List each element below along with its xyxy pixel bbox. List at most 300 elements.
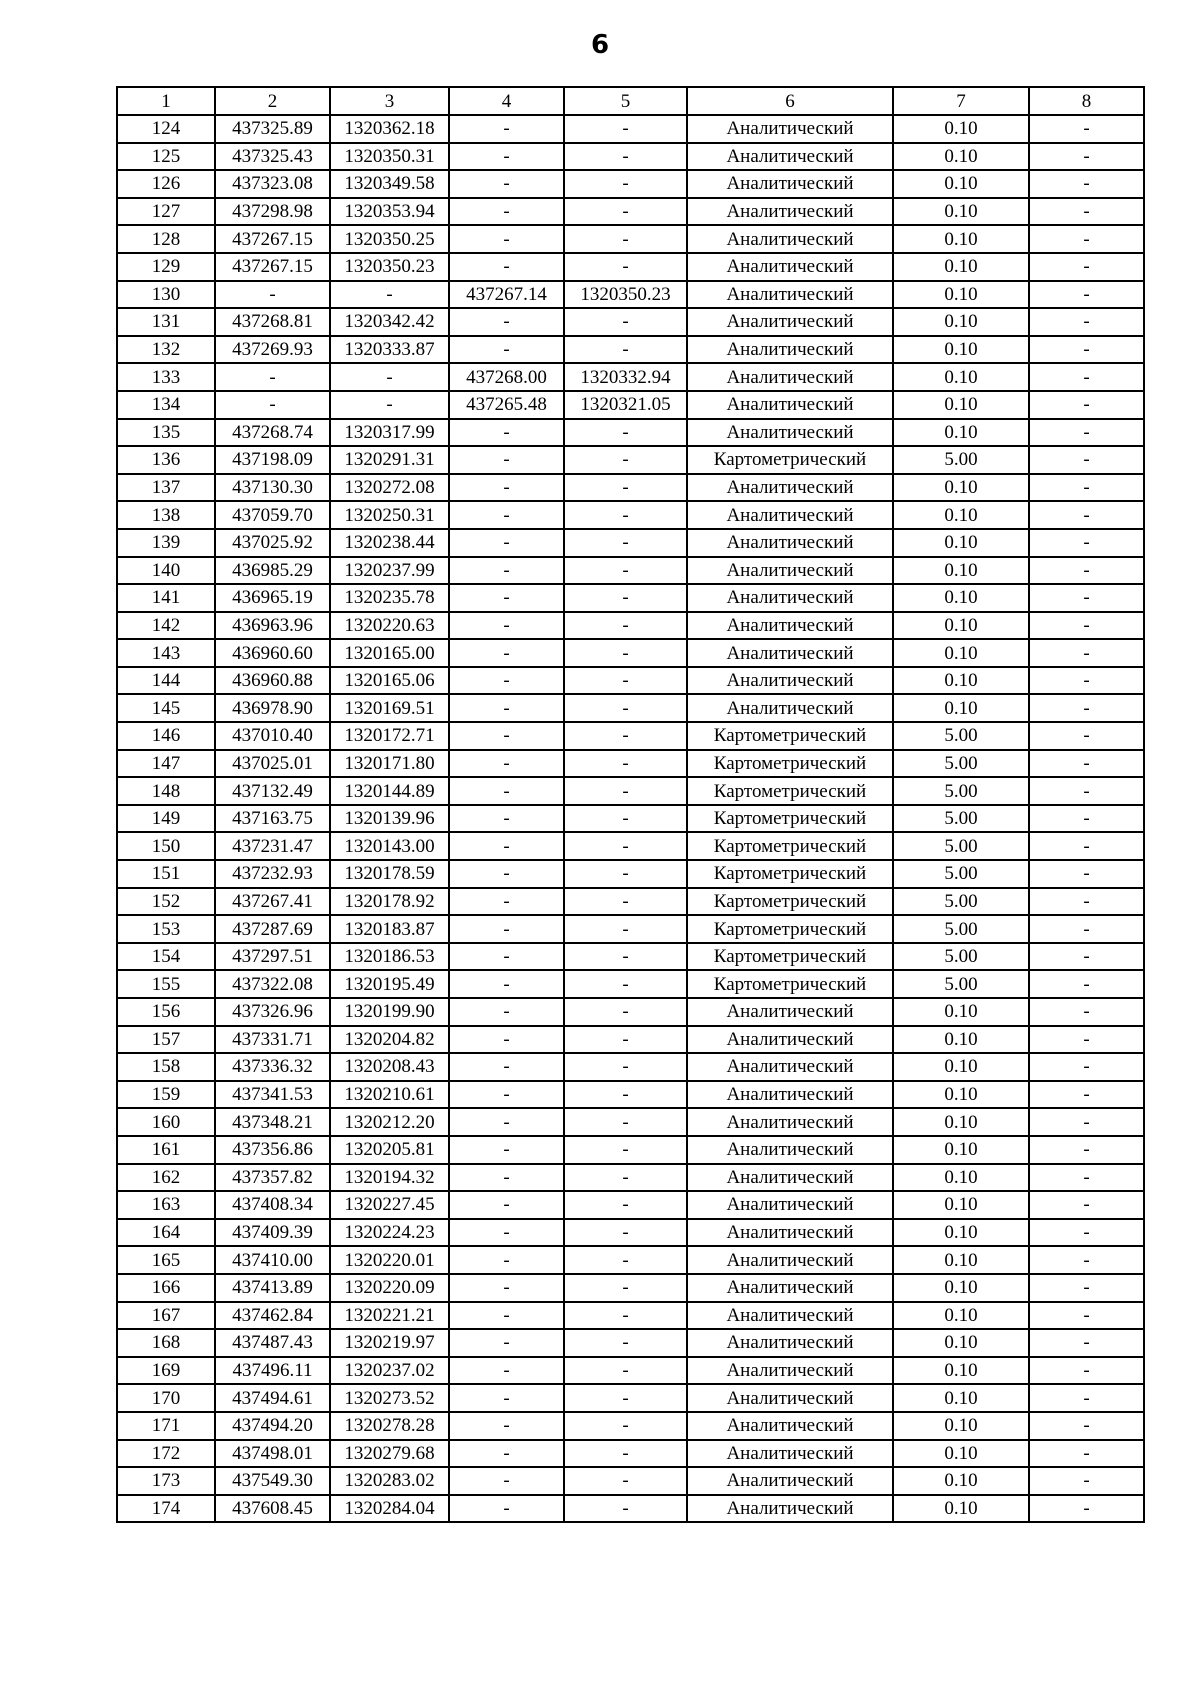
cell-coord-y: 1320279.68 [330, 1440, 449, 1468]
cell-coord-x: 437549.30 [215, 1467, 330, 1495]
cell-coord-x: 437198.09 [215, 446, 330, 474]
table-row [117, 225, 1144, 253]
cell-point-number: 155 [117, 970, 215, 998]
cell-coord-x-alt: - [449, 805, 564, 833]
cell-coord-x-alt: - [449, 612, 564, 640]
cell-coord-x-alt: - [449, 1467, 564, 1495]
cell-method: Аналитический [687, 1246, 893, 1274]
cell-coord-y: 1320284.04 [330, 1495, 449, 1523]
cell-method: Аналитический [687, 474, 893, 502]
cell-coord-x: 437323.08 [215, 170, 330, 198]
cell-point-number: 144 [117, 667, 215, 695]
cell-method: Аналитический [687, 1164, 893, 1192]
cell-coord-y: 1320227.45 [330, 1191, 449, 1219]
cell-method: Аналитический [687, 253, 893, 281]
cell-accuracy: 0.10 [893, 612, 1029, 640]
table-row [117, 888, 1144, 916]
cell-point-number: 151 [117, 860, 215, 888]
cell-coord-y: 1320272.08 [330, 474, 449, 502]
cell-coord-x: - [215, 281, 330, 309]
table-row [117, 170, 1144, 198]
cell-point-number: 148 [117, 777, 215, 805]
table-row [117, 1274, 1144, 1302]
cell-coord-y: 1320195.49 [330, 970, 449, 998]
cell-accuracy: 0.10 [893, 1467, 1029, 1495]
cell-coord-x: 437496.11 [215, 1357, 330, 1385]
cell-coord-y-alt: - [564, 446, 687, 474]
cell-coord-y: 1320350.23 [330, 253, 449, 281]
cell-coord-x: 436960.60 [215, 639, 330, 667]
cell-coord-y-alt: - [564, 336, 687, 364]
cell-coord-y-alt: - [564, 419, 687, 447]
cell-coord-x-alt: 437265.48 [449, 391, 564, 419]
cell-coord-y: 1320144.89 [330, 777, 449, 805]
cell-coord-x-alt: - [449, 777, 564, 805]
cell-point-number: 136 [117, 446, 215, 474]
cell-coord-y: - [330, 363, 449, 391]
cell-coord-y-alt: - [564, 1191, 687, 1219]
cell-coord-x: 437357.82 [215, 1164, 330, 1192]
cell-coord-y: 1320237.02 [330, 1357, 449, 1385]
cell-accuracy: 0.10 [893, 1026, 1029, 1054]
cell-point-number: 125 [117, 143, 215, 171]
cell-coord-x: 436978.90 [215, 694, 330, 722]
cell-accuracy: 0.10 [893, 1274, 1029, 1302]
cell-method: Аналитический [687, 667, 893, 695]
table-row [117, 1081, 1144, 1109]
cell-coord-x: 437331.71 [215, 1026, 330, 1054]
table-row [117, 1357, 1144, 1385]
cell-coord-y-alt: - [564, 198, 687, 226]
cell-coord-x-alt: - [449, 1026, 564, 1054]
cell-coord-x: 437287.69 [215, 915, 330, 943]
cell-point-number: 137 [117, 474, 215, 502]
table-row [117, 253, 1144, 281]
cell-coord-x-alt: - [449, 446, 564, 474]
cell-coord-y-alt: - [564, 1246, 687, 1274]
table-row [117, 584, 1144, 612]
cell-coord-y-alt: - [564, 1329, 687, 1357]
table-row [117, 1302, 1144, 1330]
cell-coord-x-alt: - [449, 1302, 564, 1330]
cell-accuracy: 0.10 [893, 170, 1029, 198]
cell-point-number: 134 [117, 391, 215, 419]
cell-accuracy: 0.10 [893, 419, 1029, 447]
cell-coord-y-alt: - [564, 750, 687, 778]
cell-method: Аналитический [687, 336, 893, 364]
cell-coord-x-alt: - [449, 1246, 564, 1274]
cell-point-number: 173 [117, 1467, 215, 1495]
cell-method: Картометрический [687, 722, 893, 750]
cell-point-number: 140 [117, 557, 215, 585]
cell-coord-x: 437132.49 [215, 777, 330, 805]
cell-point-number: 143 [117, 639, 215, 667]
table-row [117, 1384, 1144, 1412]
cell-coord-x-alt: - [449, 1329, 564, 1357]
cell-coord-x-alt: - [449, 143, 564, 171]
cell-method: Аналитический [687, 1136, 893, 1164]
cell-method: Аналитический [687, 1412, 893, 1440]
cell-point-number: 172 [117, 1440, 215, 1468]
cell-method: Аналитический [687, 1053, 893, 1081]
cell-coord-x-alt: - [449, 198, 564, 226]
table-row [117, 1467, 1144, 1495]
cell-coord-y-alt: - [564, 1467, 687, 1495]
cell-method: Картометрический [687, 888, 893, 916]
cell-point-number: 131 [117, 308, 215, 336]
cell-method: Аналитический [687, 1467, 893, 1495]
cell-point-number: 130 [117, 281, 215, 309]
cell-coord-x-alt: - [449, 667, 564, 695]
cell-coord-y-alt: - [564, 115, 687, 143]
cell-accuracy: 0.10 [893, 1302, 1029, 1330]
cell-point-number: 127 [117, 198, 215, 226]
column-header-8: 8 [1029, 87, 1144, 115]
cell-coord-y-alt: - [564, 694, 687, 722]
cell-note: - [1029, 805, 1144, 833]
cell-coord-y: 1320171.80 [330, 750, 449, 778]
cell-coord-y: 1320220.09 [330, 1274, 449, 1302]
cell-accuracy: 0.10 [893, 639, 1029, 667]
cell-coord-y: 1320165.00 [330, 639, 449, 667]
cell-coord-y: 1320221.21 [330, 1302, 449, 1330]
cell-point-number: 170 [117, 1384, 215, 1412]
cell-point-number: 161 [117, 1136, 215, 1164]
table-row [117, 143, 1144, 171]
cell-point-number: 152 [117, 888, 215, 916]
table-row [117, 970, 1144, 998]
table-row [117, 943, 1144, 971]
cell-accuracy: 0.10 [893, 1136, 1029, 1164]
cell-note: - [1029, 639, 1144, 667]
cell-coord-y: 1320220.63 [330, 612, 449, 640]
cell-note: - [1029, 308, 1144, 336]
table-row [117, 281, 1144, 309]
page-number: 6 [590, 30, 610, 60]
table-row [117, 336, 1144, 364]
cell-point-number: 133 [117, 363, 215, 391]
cell-coord-x: 437267.15 [215, 253, 330, 281]
cell-coord-x: 437130.30 [215, 474, 330, 502]
cell-accuracy: 0.10 [893, 281, 1029, 309]
cell-point-number: 141 [117, 584, 215, 612]
cell-note: - [1029, 1495, 1144, 1523]
table-row [117, 198, 1144, 226]
cell-coord-y-alt: - [564, 667, 687, 695]
cell-coord-x-alt: - [449, 1164, 564, 1192]
cell-note: - [1029, 170, 1144, 198]
cell-accuracy: 5.00 [893, 722, 1029, 750]
table-row [117, 832, 1144, 860]
table-row [117, 419, 1144, 447]
cell-point-number: 162 [117, 1164, 215, 1192]
cell-coord-y-alt: - [564, 1053, 687, 1081]
cell-note: - [1029, 115, 1144, 143]
cell-coord-x: 436963.96 [215, 612, 330, 640]
cell-note: - [1029, 584, 1144, 612]
cell-coord-x: - [215, 363, 330, 391]
cell-coord-x-alt: 437268.00 [449, 363, 564, 391]
cell-coord-x: 437356.86 [215, 1136, 330, 1164]
cell-accuracy: 0.10 [893, 557, 1029, 585]
cell-coord-x-alt: - [449, 832, 564, 860]
cell-coord-x-alt: - [449, 474, 564, 502]
cell-coord-x: 437163.75 [215, 805, 330, 833]
cell-point-number: 154 [117, 943, 215, 971]
cell-note: - [1029, 722, 1144, 750]
cell-accuracy: 0.10 [893, 1053, 1029, 1081]
cell-point-number: 156 [117, 998, 215, 1026]
cell-coord-y-alt: - [564, 1026, 687, 1054]
cell-method: Аналитический [687, 225, 893, 253]
cell-coord-y-alt: - [564, 1108, 687, 1136]
table-header-row [117, 87, 1144, 115]
cell-coord-y-alt: - [564, 1164, 687, 1192]
cell-coord-x: 436960.88 [215, 667, 330, 695]
cell-note: - [1029, 612, 1144, 640]
table-row [117, 612, 1144, 640]
cell-coord-y-alt: - [564, 970, 687, 998]
table-row [117, 391, 1144, 419]
cell-method: Картометрический [687, 805, 893, 833]
cell-coord-y-alt: - [564, 1136, 687, 1164]
cell-coord-x-alt: - [449, 1440, 564, 1468]
cell-coord-x: 437231.47 [215, 832, 330, 860]
cell-method: Картометрический [687, 446, 893, 474]
cell-coord-y: 1320224.23 [330, 1219, 449, 1247]
cell-method: Аналитический [687, 584, 893, 612]
cell-method: Аналитический [687, 1274, 893, 1302]
cell-note: - [1029, 1026, 1144, 1054]
cell-coord-y-alt: - [564, 1274, 687, 1302]
table-row [117, 1219, 1144, 1247]
cell-method: Аналитический [687, 308, 893, 336]
cell-coord-x: 437494.20 [215, 1412, 330, 1440]
cell-point-number: 169 [117, 1357, 215, 1385]
cell-coord-y-alt: - [564, 529, 687, 557]
table-row [117, 1329, 1144, 1357]
cell-accuracy: 5.00 [893, 750, 1029, 778]
cell-coord-x-alt: - [449, 170, 564, 198]
cell-coord-x-alt: - [449, 1219, 564, 1247]
table-row [117, 694, 1144, 722]
cell-coord-y: 1320139.96 [330, 805, 449, 833]
cell-coord-y: 1320205.81 [330, 1136, 449, 1164]
cell-method: Аналитический [687, 115, 893, 143]
cell-coord-y: 1320165.06 [330, 667, 449, 695]
cell-note: - [1029, 501, 1144, 529]
cell-coord-x: 437268.74 [215, 419, 330, 447]
cell-accuracy: 0.10 [893, 1440, 1029, 1468]
cell-coord-x-alt: - [449, 970, 564, 998]
cell-coord-y-alt: - [564, 722, 687, 750]
table-row [117, 860, 1144, 888]
cell-accuracy: 0.10 [893, 198, 1029, 226]
cell-coord-x: 436965.19 [215, 584, 330, 612]
cell-coord-x-alt: - [449, 860, 564, 888]
cell-method: Аналитический [687, 170, 893, 198]
cell-note: - [1029, 529, 1144, 557]
cell-coord-x: 437498.01 [215, 1440, 330, 1468]
cell-method: Картометрический [687, 860, 893, 888]
cell-note: - [1029, 860, 1144, 888]
cell-note: - [1029, 557, 1144, 585]
cell-point-number: 138 [117, 501, 215, 529]
cell-accuracy: 0.10 [893, 363, 1029, 391]
cell-note: - [1029, 1440, 1144, 1468]
cell-point-number: 163 [117, 1191, 215, 1219]
cell-method: Аналитический [687, 557, 893, 585]
cell-accuracy: 0.10 [893, 253, 1029, 281]
cell-coord-x-alt: - [449, 1412, 564, 1440]
cell-coord-x: 437494.61 [215, 1384, 330, 1412]
cell-note: - [1029, 419, 1144, 447]
table-row [117, 805, 1144, 833]
cell-coord-y: 1320143.00 [330, 832, 449, 860]
cell-coord-x: 437336.32 [215, 1053, 330, 1081]
cell-method: Аналитический [687, 501, 893, 529]
cell-point-number: 167 [117, 1302, 215, 1330]
cell-method: Картометрический [687, 915, 893, 943]
cell-note: - [1029, 474, 1144, 502]
cell-point-number: 168 [117, 1329, 215, 1357]
table-row [117, 1164, 1144, 1192]
cell-coord-y-alt: - [564, 777, 687, 805]
cell-coord-y: 1320212.20 [330, 1108, 449, 1136]
cell-accuracy: 0.10 [893, 225, 1029, 253]
cell-method: Картометрический [687, 777, 893, 805]
cell-coord-x: 437462.84 [215, 1302, 330, 1330]
cell-coord-x: 437487.43 [215, 1329, 330, 1357]
cell-method: Аналитический [687, 529, 893, 557]
cell-note: - [1029, 281, 1144, 309]
cell-coord-y: 1320342.42 [330, 308, 449, 336]
cell-note: - [1029, 970, 1144, 998]
cell-coord-y-alt: - [564, 143, 687, 171]
cell-point-number: 135 [117, 419, 215, 447]
cell-point-number: 142 [117, 612, 215, 640]
cell-accuracy: 5.00 [893, 805, 1029, 833]
cell-point-number: 145 [117, 694, 215, 722]
cell-method: Аналитический [687, 419, 893, 447]
cell-method: Аналитический [687, 1495, 893, 1523]
cell-coord-x: 437059.70 [215, 501, 330, 529]
cell-note: - [1029, 198, 1144, 226]
cell-method: Аналитический [687, 1302, 893, 1330]
cell-accuracy: 0.10 [893, 308, 1029, 336]
cell-coord-y-alt: 1320332.94 [564, 363, 687, 391]
cell-note: - [1029, 1467, 1144, 1495]
cell-note: - [1029, 1219, 1144, 1247]
cell-coord-y: 1320250.31 [330, 501, 449, 529]
table-row [117, 501, 1144, 529]
cell-coord-x: 437322.08 [215, 970, 330, 998]
cell-method: Картометрический [687, 970, 893, 998]
cell-coord-x: 437232.93 [215, 860, 330, 888]
cell-coord-y-alt: - [564, 1495, 687, 1523]
cell-coord-y-alt: - [564, 308, 687, 336]
cell-coord-x: 437608.45 [215, 1495, 330, 1523]
cell-coord-x: 437025.01 [215, 750, 330, 778]
cell-note: - [1029, 1136, 1144, 1164]
cell-note: - [1029, 1384, 1144, 1412]
cell-method: Картометрический [687, 750, 893, 778]
cell-coord-x-alt: - [449, 308, 564, 336]
cell-note: - [1029, 1246, 1144, 1274]
cell-method: Аналитический [687, 612, 893, 640]
cell-coord-x: 437410.00 [215, 1246, 330, 1274]
cell-coord-x-alt: - [449, 998, 564, 1026]
cell-accuracy: 0.10 [893, 667, 1029, 695]
cell-method: Аналитический [687, 694, 893, 722]
cell-point-number: 158 [117, 1053, 215, 1081]
table-row [117, 1246, 1144, 1274]
cell-coord-x-alt: - [449, 225, 564, 253]
cell-coord-y-alt: 1320350.23 [564, 281, 687, 309]
table-row [117, 1053, 1144, 1081]
table-row [117, 557, 1144, 585]
cell-coord-y: 1320283.02 [330, 1467, 449, 1495]
cell-point-number: 160 [117, 1108, 215, 1136]
cell-coord-x-alt: - [449, 1384, 564, 1412]
cell-coord-y: 1320353.94 [330, 198, 449, 226]
cell-note: - [1029, 253, 1144, 281]
table-row [117, 722, 1144, 750]
cell-coord-x: 437348.21 [215, 1108, 330, 1136]
cell-coord-y-alt: - [564, 474, 687, 502]
cell-coord-x: - [215, 391, 330, 419]
cell-point-number: 139 [117, 529, 215, 557]
column-header-1: 1 [117, 87, 215, 115]
cell-accuracy: 0.10 [893, 1219, 1029, 1247]
cell-coord-x: 437325.89 [215, 115, 330, 143]
cell-coord-x-alt: - [449, 1108, 564, 1136]
cell-accuracy: 0.10 [893, 143, 1029, 171]
cell-method: Аналитический [687, 1357, 893, 1385]
cell-accuracy: 0.10 [893, 115, 1029, 143]
cell-note: - [1029, 888, 1144, 916]
cell-note: - [1029, 1302, 1144, 1330]
cell-accuracy: 5.00 [893, 860, 1029, 888]
cell-coord-y-alt: - [564, 612, 687, 640]
cell-coord-x-alt: - [449, 1053, 564, 1081]
cell-coord-y: 1320194.32 [330, 1164, 449, 1192]
cell-method: Аналитический [687, 1191, 893, 1219]
cell-method: Аналитический [687, 281, 893, 309]
cell-note: - [1029, 694, 1144, 722]
cell-method: Аналитический [687, 1440, 893, 1468]
table-row [117, 1495, 1144, 1523]
cell-coord-y: 1320172.71 [330, 722, 449, 750]
cell-coord-y-alt: - [564, 1302, 687, 1330]
cell-method: Аналитический [687, 1219, 893, 1247]
cell-method: Аналитический [687, 639, 893, 667]
cell-accuracy: 0.10 [893, 336, 1029, 364]
cell-coord-y-alt: - [564, 1357, 687, 1385]
cell-note: - [1029, 225, 1144, 253]
cell-coord-y: 1320183.87 [330, 915, 449, 943]
table-row [117, 777, 1144, 805]
cell-coord-x-alt: - [449, 336, 564, 364]
cell-coord-y: 1320219.97 [330, 1329, 449, 1357]
cell-coord-y: 1320350.25 [330, 225, 449, 253]
cell-coord-y: 1320278.28 [330, 1412, 449, 1440]
cell-coord-x: 437010.40 [215, 722, 330, 750]
cell-note: - [1029, 143, 1144, 171]
cell-coord-y-alt: - [564, 170, 687, 198]
cell-accuracy: 0.10 [893, 694, 1029, 722]
table-row [117, 750, 1144, 778]
